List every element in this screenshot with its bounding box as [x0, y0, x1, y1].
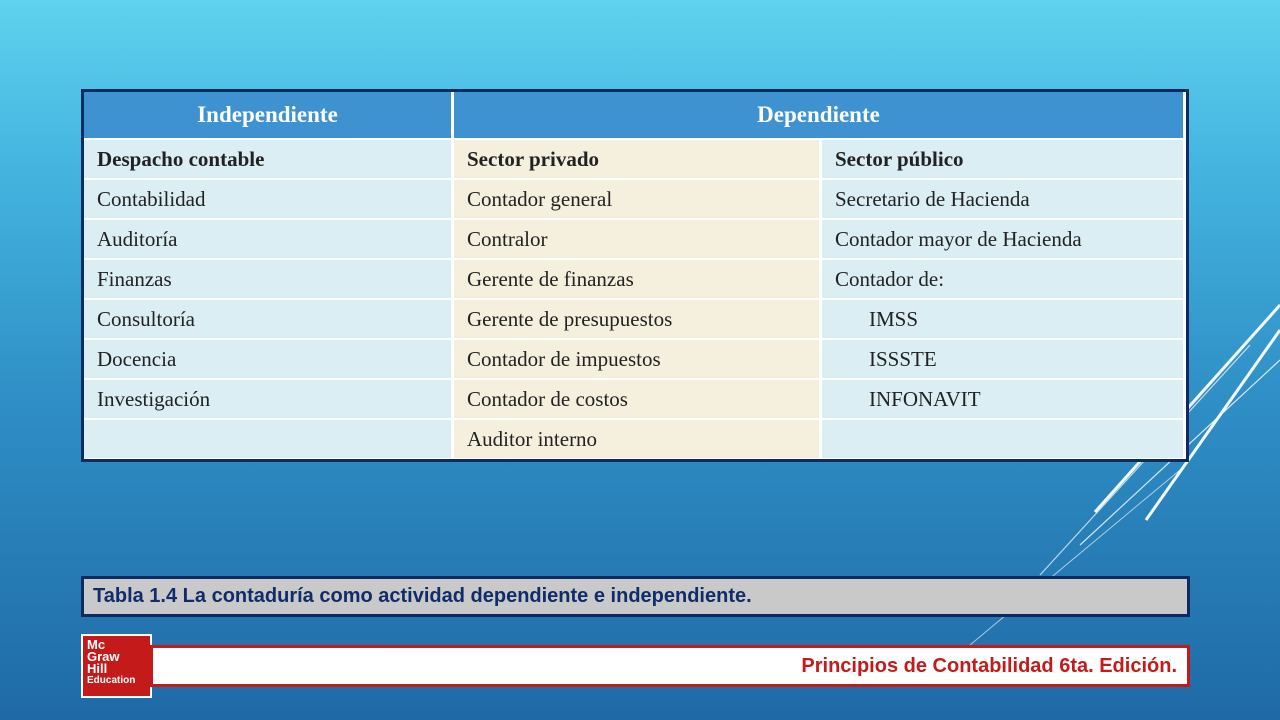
header-independent: Independiente	[84, 92, 454, 140]
logo-line: Hill	[87, 661, 108, 676]
table-cell: Contador de impuestos	[454, 340, 822, 380]
subheader-despacho: Despacho contable	[84, 140, 454, 180]
table-cell: Contabilidad	[84, 180, 454, 220]
table-cell: ISSSTE	[822, 340, 1186, 380]
table-cell: INFONAVIT	[822, 380, 1186, 420]
logo-line: Mc	[87, 637, 106, 652]
logo-line: Education	[87, 675, 136, 686]
table-cell	[822, 420, 1186, 460]
header-dependent: Dependiente	[454, 92, 1186, 140]
table-row	[84, 260, 1186, 300]
subheader-sector-publico: Sector público	[822, 140, 1186, 180]
mcgraw-hill-logo	[81, 634, 152, 698]
table-cell: Consultoría	[84, 300, 454, 340]
book-title-text: Principios de Contabilidad 6ta. Edición.	[801, 654, 1177, 677]
table-header-row	[84, 92, 1186, 140]
subheader-sector-privado: Sector privado	[454, 140, 822, 180]
logo-line: Graw	[87, 649, 120, 664]
accounting-roles-table	[81, 89, 1189, 462]
table-row	[84, 420, 1186, 460]
table-cell: Investigación	[84, 380, 454, 420]
table-cell: Contador general	[454, 180, 822, 220]
table-subheader-row	[84, 140, 1186, 180]
table-row	[84, 220, 1186, 260]
table-cell: Secretario de Hacienda	[822, 180, 1186, 220]
footer-book-title	[150, 645, 1190, 687]
table-cell: Gerente de finanzas	[454, 260, 822, 300]
table-cell: Finanzas	[84, 260, 454, 300]
table-cell: Contralor	[454, 220, 822, 260]
table-row	[84, 300, 1186, 340]
table-row	[84, 340, 1186, 380]
table-cell: Auditoría	[84, 220, 454, 260]
table-cell: Auditor interno	[454, 420, 822, 460]
table-row	[84, 180, 1186, 220]
roles-table	[84, 92, 1186, 460]
table-cell	[84, 420, 454, 460]
table-cell: Contador de costos	[454, 380, 822, 420]
table-row	[84, 380, 1186, 420]
table-cell: Contador de:	[822, 260, 1186, 300]
table-caption: Tabla 1.4 La contaduría como actividad dependiente e independiente.	[81, 576, 1190, 617]
table-cell: Gerente de presupuestos	[454, 300, 822, 340]
table-cell: Contador mayor de Hacienda	[822, 220, 1186, 260]
table-cell: IMSS	[822, 300, 1186, 340]
table-cell: Docencia	[84, 340, 454, 380]
